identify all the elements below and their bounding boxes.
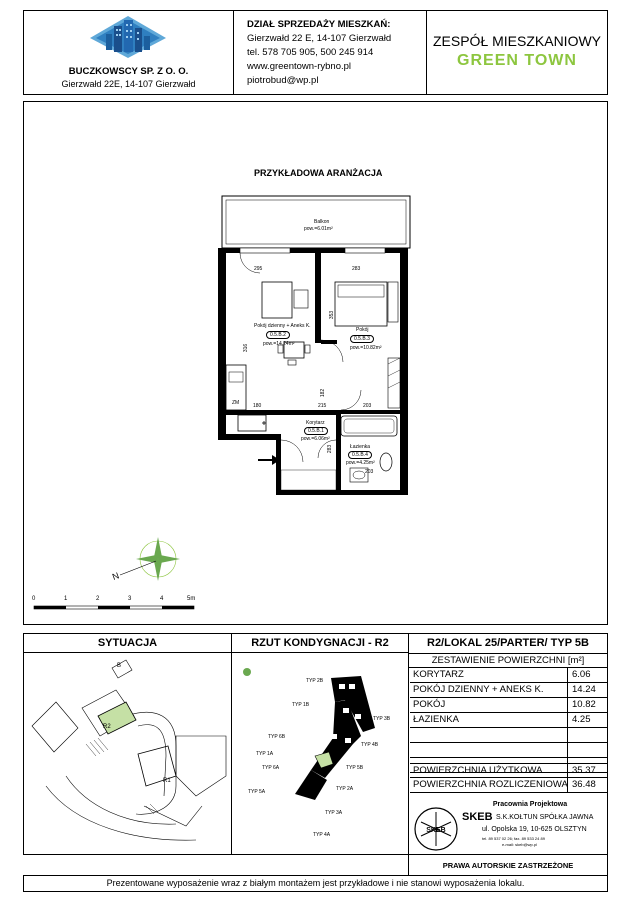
type-3b: TYP 3B bbox=[373, 716, 391, 722]
living-room-code: 0.5.B.2 bbox=[266, 331, 290, 339]
dim-316: 316 bbox=[243, 343, 250, 353]
situation-title: SYTUACJA bbox=[97, 637, 158, 649]
dim-295: 295 bbox=[254, 266, 263, 272]
company-name: BUCZKOWSCY SP. Z O. O. bbox=[68, 66, 189, 77]
summary-row bbox=[410, 743, 608, 758]
dim-182: 182 bbox=[320, 388, 327, 398]
sales-web-link[interactable]: www.greentown-rybno.pl bbox=[247, 61, 352, 72]
estate-name: GREEN TOWN bbox=[457, 52, 577, 69]
type-4a: TYP 4A bbox=[313, 832, 331, 838]
sales-title: DZIAŁ SPRZEDAŻY MIESZKAŃ: bbox=[247, 19, 391, 30]
hall-area: pow.=6.06m² bbox=[301, 436, 330, 442]
situation-label-r1: R1 bbox=[163, 778, 171, 784]
summary-total-name: POWIERZCHNIA UŻYTKOWA bbox=[413, 765, 543, 776]
footer-note: Prezentowane wyposażenie wraz z białym montażem jest przykładowe i nie stanowi wyposażenia lokalu. bbox=[106, 878, 525, 888]
summary-row-area: 10.82 bbox=[572, 699, 596, 710]
dim-203: 203 bbox=[363, 403, 372, 409]
bathroom-code: 0.5.B.4 bbox=[348, 451, 372, 459]
designer-email: e-mail: skeb@wp.pl bbox=[502, 842, 537, 847]
summary-total-area: 36.48 bbox=[572, 779, 596, 790]
hall-code: 0.5.B.1 bbox=[304, 427, 328, 435]
type-6b: TYP 6B bbox=[268, 734, 286, 740]
dim-215: 215 bbox=[318, 403, 327, 409]
rights-text: PRAWA AUTORSKIE ZASTRZEŻONE bbox=[442, 861, 574, 870]
summary-title-divider bbox=[409, 653, 607, 654]
zm-label: ZM bbox=[232, 400, 240, 406]
type-2b: TYP 2B bbox=[306, 678, 324, 684]
summary-row-area: 4.25 bbox=[572, 714, 591, 725]
balcony-label: Balkon bbox=[314, 219, 330, 225]
situation-label-b: B bbox=[117, 663, 122, 669]
dim-283: 283 bbox=[352, 266, 361, 272]
scale-4: 4 bbox=[160, 596, 164, 602]
summary-row-name: POKÓJ bbox=[413, 699, 446, 710]
svg-text:SKEB: SKEB bbox=[426, 827, 446, 834]
estate-title: ZESPÓŁ MIESZKANIOWY bbox=[432, 33, 602, 49]
designer-phone: tel. 89 537 02 26; fax. 89 533 24 89 bbox=[482, 836, 545, 841]
compass-icon bbox=[110, 535, 190, 585]
scale-5: 5m bbox=[187, 596, 196, 602]
company-address: Gierzwałd 22E, 14-107 Gierzwałd bbox=[61, 79, 196, 89]
living-room-area: pow.=14.24m² bbox=[263, 341, 295, 347]
skeb-logo-icon bbox=[413, 806, 459, 852]
summary-row bbox=[410, 698, 608, 713]
scale-bar bbox=[34, 604, 204, 614]
svg-text:N: N bbox=[110, 570, 121, 583]
plan-title: PRZYKŁADOWA ARANŻACJA bbox=[254, 168, 383, 178]
sales-address: Gierzwałd 22 E, 14-107 Gierzwałd bbox=[247, 33, 392, 44]
sales-phone: tel. 578 705 905, 500 245 914 bbox=[247, 47, 374, 58]
room-code: 0.5.B.3 bbox=[350, 335, 374, 343]
scale-0: 0 bbox=[32, 596, 36, 602]
hall-label: Korytarz bbox=[306, 420, 325, 426]
summary-row-name: KORYTARZ bbox=[413, 669, 464, 680]
type-4b: TYP 4B bbox=[361, 742, 379, 748]
designer-address: ul. Opolska 19, 10-625 OLSZTYN bbox=[482, 826, 587, 833]
summary-row-area: 6.06 bbox=[572, 669, 591, 680]
living-room-label: Pokój dzienny + Aneks K. bbox=[254, 323, 311, 329]
floor-title: RZUT KONDYGNACJI - R2 bbox=[251, 637, 389, 649]
scale-3: 3 bbox=[128, 596, 132, 602]
type-3a: TYP 3A bbox=[325, 810, 343, 816]
situation-label-r2: R2 bbox=[103, 724, 111, 730]
summary-row bbox=[410, 713, 608, 728]
room-label: Pokój bbox=[356, 327, 369, 333]
dim-353: 353 bbox=[329, 310, 336, 320]
scale-2: 2 bbox=[96, 596, 100, 602]
floor-plan bbox=[200, 190, 430, 500]
summary-row bbox=[410, 683, 608, 698]
summary-row-name: POKÓJ DZIENNY + ANEKS K. bbox=[413, 684, 544, 695]
bathroom-label: Łazienka bbox=[350, 444, 371, 450]
summary-total-row bbox=[410, 763, 608, 778]
dim-283b: 283 bbox=[327, 444, 334, 454]
type-1b: TYP 1B bbox=[292, 702, 310, 708]
bathroom-area: pow.=4.25m² bbox=[346, 460, 375, 466]
summary-row bbox=[410, 728, 608, 743]
summary-row-name: ŁAZIENKA bbox=[413, 714, 459, 725]
designer-name: SKEB bbox=[462, 811, 493, 823]
situation-map bbox=[26, 656, 230, 852]
summary-total-name: POWIERZCHNIA ROZLICZENIOWA bbox=[413, 779, 568, 790]
designer-name-rest: S.K.KOŁTUN SPÓŁKA JAWNA bbox=[496, 814, 594, 821]
summary-subtitle: ZESTAWIENIE POWIERZCHNI [m²] bbox=[431, 655, 585, 666]
dim-203b: 203 bbox=[365, 469, 374, 475]
type-1a: TYP 1A bbox=[256, 751, 274, 757]
summary-title: R2/LOKAL 25/PARTER/ TYP 5B bbox=[427, 637, 589, 649]
balcony-area: pow.=6.01m² bbox=[304, 226, 333, 232]
summary-total-area: 35.37 bbox=[572, 765, 596, 776]
room-area: pow.=10.82m² bbox=[350, 345, 382, 351]
designer-line1: Pracownia Projektowa bbox=[492, 801, 568, 808]
summary-row bbox=[410, 668, 608, 683]
type-5a: TYP 5A bbox=[248, 789, 266, 795]
dim-180: 180 bbox=[253, 403, 262, 409]
type-6a: TYP 6A bbox=[262, 765, 280, 771]
scale-1: 1 bbox=[64, 596, 68, 602]
type-5b: TYP 5B bbox=[346, 765, 364, 771]
summary-total-row bbox=[410, 778, 608, 793]
type-2a: TYP 2A bbox=[336, 786, 354, 792]
summary-row-area: 14.24 bbox=[572, 684, 596, 695]
company-logo-icon bbox=[88, 14, 168, 60]
sales-email-link[interactable]: piotrobud@wp.pl bbox=[247, 75, 319, 86]
